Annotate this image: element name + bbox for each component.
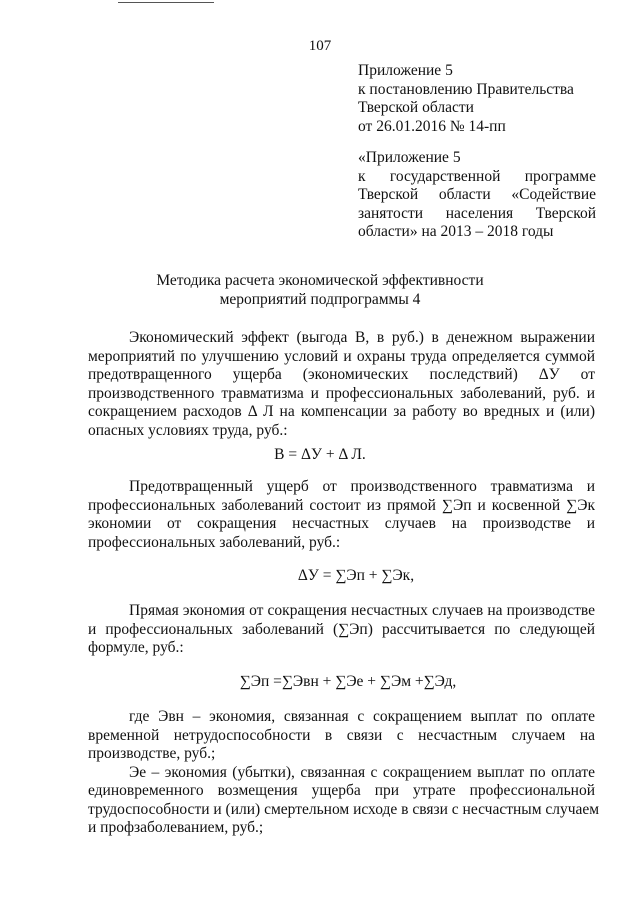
paragraph-line: и профессиональных заболеваний (∑Эп) рассчитывается по следующей [88,620,595,638]
paragraph-line: производстве, руб.; [88,745,216,762]
paragraph-economic-effect [117,329,595,348]
title-line: мероприятий подпрограммы 4 [219,290,421,308]
paragraph-direct-savings-body [88,621,595,658]
annex-program-line: «Приложение 5 [358,149,461,166]
annex-program-line: занятости населения Тверской [358,204,596,222]
page-number: 107 [308,38,332,54]
annex-line: Тверской области [358,99,474,116]
paragraph-one-time-compensation [129,764,595,783]
paragraph-line: единовременного возмещения ущерба при утрате профессиональной [88,782,595,799]
paragraph-line: Экономический эффект (выгода В, в руб.) в денежном выражении [129,329,595,346]
paragraph-temporary-disability [129,708,595,727]
paragraph-one-time-compensation-body [88,782,600,838]
paragraph-prevented-damage-body [88,497,595,553]
paragraph-line: профессиональных заболеваний, руб.: [88,533,341,551]
formula-direct-savings: ∑Эп =∑Эвн + ∑Эе + ∑Эм +∑Эд, [239,673,457,690]
paragraph-line: Прямая экономия от сокращения несчастных случаев на производстве [129,602,595,619]
paragraph-direct-savings [129,602,595,621]
paragraph-temporary-disability-body [88,727,595,764]
annex-program-line: Тверской области «Содействие [358,186,596,203]
annex-line: к постановлению Правительства [358,80,574,98]
annex-line: от 26.01.2016 № 14-пп [358,117,506,135]
paragraph-line: временной нетрудоспособности в связи с несчастным случаем на [88,726,595,744]
formula-prevented-damage: ΔУ = ∑Эп + ∑Эк, [297,567,415,584]
paragraph-line: формуле, руб.: [88,639,184,656]
top-rule [118,2,214,3]
formula-benefit: В = ΔУ + Δ Л. [274,446,366,463]
paragraph-line: трудоспособности и (или) смертельном исходе в связи с несчастным случаем [88,800,600,818]
paragraph-line: мероприятий по улучшению условий и охраны труда определяется суммой [88,347,595,365]
paragraph-line: сокращением расходов Δ Л на компенсации за работу во вредных и (или) [88,403,595,420]
annex-line: Приложение 5 [358,62,453,79]
paragraph-line: профессиональных заболеваний состоит из прямой ∑Эп и косвенной ∑Эк [88,496,595,514]
annex-program-line: к государственной программе [358,167,596,185]
paragraph-line: предотвращенного ущерба (экономических последствий) ΔУ от [88,366,595,383]
annex-program-line: области» на 2013 – 2018 годы [358,223,554,240]
paragraph-line: производственного травматизма и профессиональных заболеваний, руб. и [88,384,595,402]
paragraph-line: экономии от сокращения несчастных случаев на производстве и [88,515,595,532]
document-title [0,272,640,309]
paragraph-line: и профзаболеванием, руб.; [88,819,264,836]
paragraph-line: опасных условиях труда, руб.: [88,421,288,439]
annex-program-block [358,149,596,242]
annex-block [358,62,598,136]
title-line: Методика расчета экономической эффективности [156,272,484,289]
paragraph-prevented-damage [129,478,595,497]
paragraph-line: Предотвращенный ущерб от производственного травматизма и [129,478,595,495]
paragraph-line: Эе – экономия (убытки), связанная с сокращением выплат по оплате [129,763,595,781]
paragraph-economic-effect-body [88,348,595,441]
paragraph-line: где Эвн – экономия, связанная с сокращением выплат по оплате [129,708,595,725]
